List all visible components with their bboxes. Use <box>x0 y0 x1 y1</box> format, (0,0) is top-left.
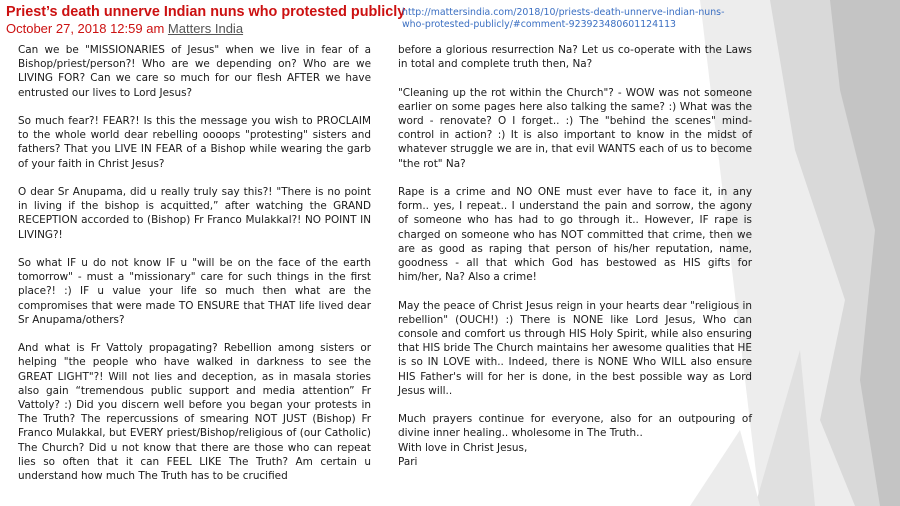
comment-column-right <box>398 43 752 469</box>
comment-column-left <box>18 43 371 483</box>
article-date: October 27, 2018 12:59 am <box>6 21 165 36</box>
comment-paragraph: "Cleaning up the rot within the Church"? - WOW was not someone earlier on some pages here also talking the same? :) What was the word - renovate? O I forget.. :) The "behind the scenes" mind-control in action? :) It is also important to know in the midst of whatever struggle we are in, that evil WANTS each of us to become "the rot" Na? <box>398 86 752 170</box>
comment-paragraph: O dear Sr Anupama, did u really truly say this?! "There is no point in living if the bishop is acquitted,” after watching the GRAND RECEPTION accorded to (Bishop) Fr Franco Mulakkal?! NO POINT IN LIVING?! <box>18 186 371 241</box>
comment-paragraph: Rape is a crime and NO ONE must ever have to face it, in any form.. yes, I repeat.. I understand the pain and sorrow, the agony of someone who has had to go through it.. However, IF rape is charged on someone who has NOT committed that crime, then we are as good as raping that person of his/her reputation, name, goodness - all that which God has bestowed as HIS gifts for him/her, Na? Also a crime! <box>398 186 752 284</box>
comment-paragraph: And what is Fr Vattoly propagating? Rebellion among sisters or helping "the people who have walked in darkness to see the GREAT LIGHT"?! Will not lies and deception, as in masala stories also gain “tremendous public support and media attention” Fr Vattoly? :) Did you discern well before you began your protests in The Truth? The repercussions of smearing NOT JUST (Bishop) Fr Franco Mulakkal, but EVERY priest/Bishop/religious of (our Catholic) The Church? Did u not know that there are those who can repeat lies so often that it can FEEL LIKE The Truth? Am certain u understand how much The Truth has to be crucified <box>18 342 371 483</box>
comment-url[interactable] <box>402 7 724 30</box>
comment-url-line[interactable]: who-protested-publicly/#comment-923923480601124113 <box>402 18 677 30</box>
comment-paragraph: May the peace of Christ Jesus reign in your hearts dear "religious in rebellion" (OUCH!) :) There is NONE like Lord Jesus, Who can console and comfort us through HIS Holy Spirit, while also ensuring that HIS bride The Church maintains her awesome qualities that HE is so IN LOVE with.. Indeed, there is NONE Who WILL also ensure HIS Father's will for her is done, in the best possible way as Lord Jesus will.. <box>398 299 752 397</box>
comment-paragraph: So much fear?! FEAR?! Is this the message you wish to PROCLAIM to the whole world dear rebelling oooops "protesting" sisters and fathers? That you LIVE IN FEAR of a Bishop while wearing the garb of your faith in Christ Jesus? <box>18 115 371 170</box>
comment-url-line[interactable]: http://mattersindia.com/2018/10/priests-death-unnerve-indian-nuns- <box>402 7 725 18</box>
article-dateline <box>6 21 405 36</box>
comment-paragraph: before a glorious resurrection Na? Let us co-operate with the Laws in total and complete truth then, Na? <box>398 44 752 71</box>
article-header <box>6 4 405 36</box>
comment-paragraph: Much prayers continue for everyone, also for an outpouring of divine inner healing.. wholesome in The Truth.. With love in Christ Jesus, Pari <box>398 413 752 468</box>
source-link[interactable]: Matters India <box>167 21 244 36</box>
comment-paragraph: So what IF u do not know IF u "will be on the face of the earth tomorrow" - must a "missionary" care for such things in the first place?! :) IF u value your life so much then what are the compromises that were made TO ENSURE that THAT life lived dear Sr Anupama/others? <box>18 257 371 326</box>
article-title[interactable]: Priest’s death unnerve Indian nuns who protested publicly <box>6 4 406 20</box>
comment-paragraph: Can we be "MISSIONARIES of Jesus" when we live in fear of a Bishop/priest/person?! Who are we depending on? Who are we LIVING FOR? Can we care so much for our flesh AFTER we have entrusted our lives to Lord Jesus? <box>18 44 371 99</box>
